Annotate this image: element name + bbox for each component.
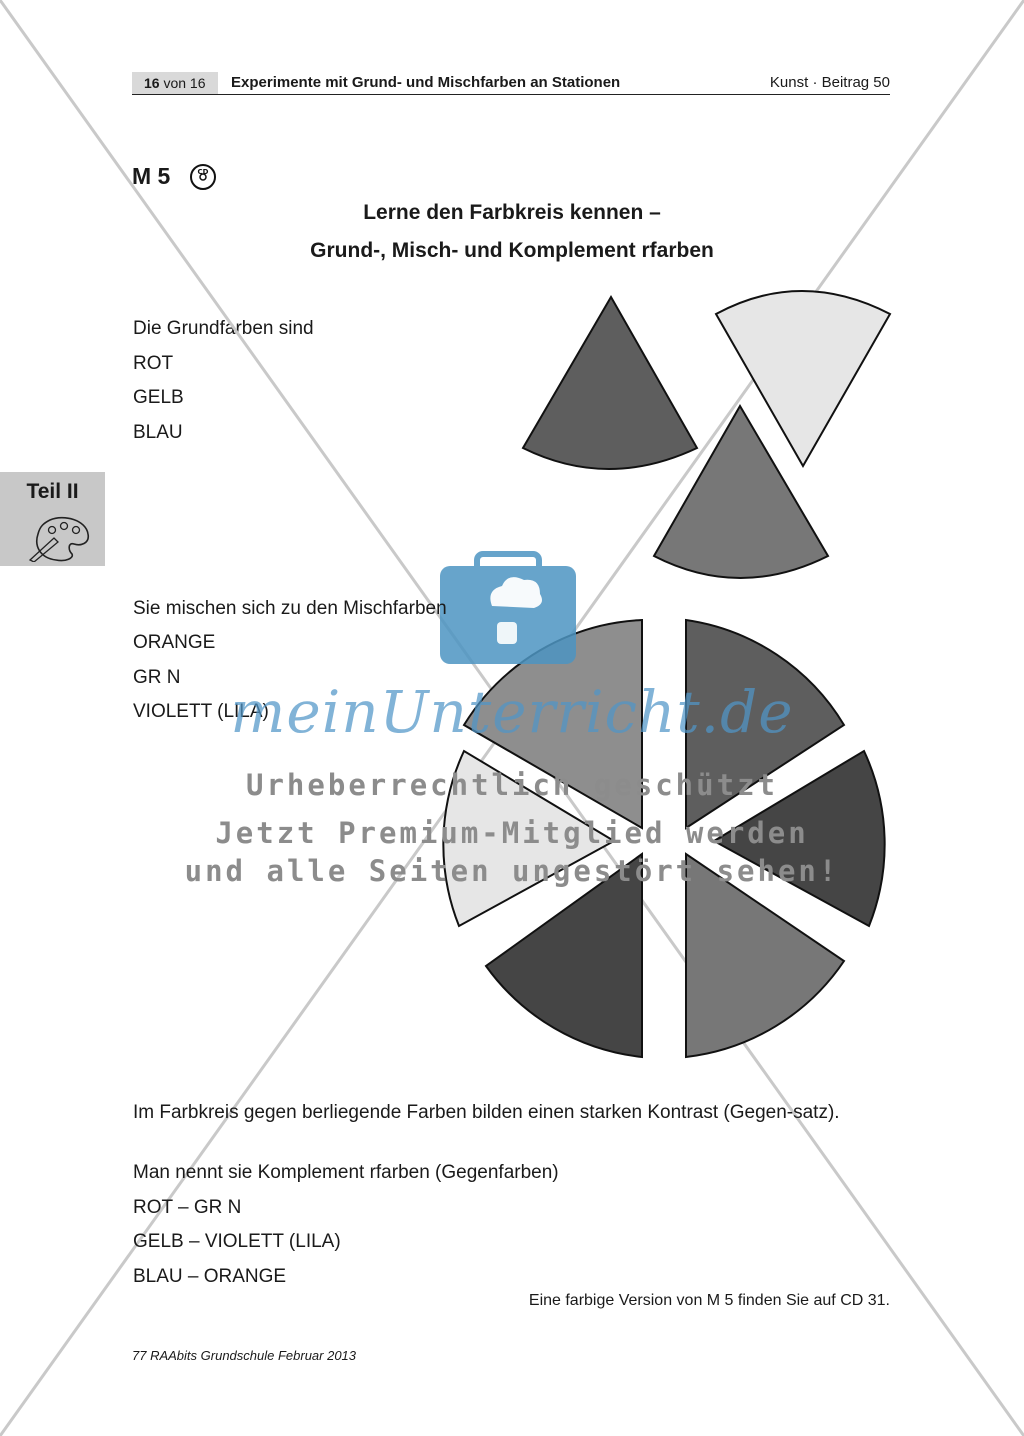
page-number-total: von 16 [163, 75, 206, 91]
watermark-logo: meinUnterricht.de [230, 678, 794, 746]
primary-color-3: BLAU [133, 422, 183, 443]
watermark-line2: Jetzt Premium-Mitglied werden [215, 816, 809, 850]
cd-note: Eine farbige Version von M 5 finden Sie auf CD 31. [528, 1292, 890, 1309]
secondary-color-2: GR N [133, 667, 181, 688]
complementary-pair-2: GELB – VIOLETT (LILA) [133, 1231, 341, 1252]
complementary-text: Im Farbkreis gegen berliegende Farben bilden einen starken Kontrast (Gegen-satz). [133, 1102, 840, 1123]
primary-color-1: ROT [133, 353, 174, 374]
primary-intro: Die Grundfarben sind [133, 318, 314, 339]
complementary-pair-1: ROT – GR N [133, 1197, 242, 1218]
header-title: Experimente mit Grund- und Mischfarben an Stationen [231, 74, 621, 91]
primary-color-2: GELB [133, 387, 184, 408]
header-subject: Kunst · Beitrag 50 [769, 74, 890, 91]
complementary-intro: Man nennt sie Komplement rfarben (Gegenfarben) [133, 1162, 559, 1183]
complementary-pair-3: BLAU – ORANGE [133, 1266, 287, 1287]
cd-badge-text: CD [197, 168, 209, 176]
page-number-current: 16 [144, 75, 160, 91]
secondary-color-3: VIOLETT (LILA) [133, 701, 269, 722]
material-label: M 5 [132, 163, 171, 189]
page-title-line2: Grund-, Misch- und Komplement rfarben [310, 239, 714, 262]
primary-sector-1 [523, 297, 697, 469]
secondary-intro: Sie mischen sich zu den Mischfarben [133, 598, 447, 619]
footer: 77 RAAbits Grundschule Februar 2013 [132, 1348, 357, 1363]
page-title-line1: Lerne den Farbkreis kennen – [363, 201, 661, 224]
briefcase-icon [440, 554, 576, 664]
watermark-line1: Urheberrechtlich geschützt [246, 768, 778, 802]
side-tab-label: Teil II [26, 480, 79, 503]
secondary-color-1: ORANGE [133, 632, 216, 653]
watermark-line3: und alle Seiten ungestört sehen! [184, 854, 840, 888]
